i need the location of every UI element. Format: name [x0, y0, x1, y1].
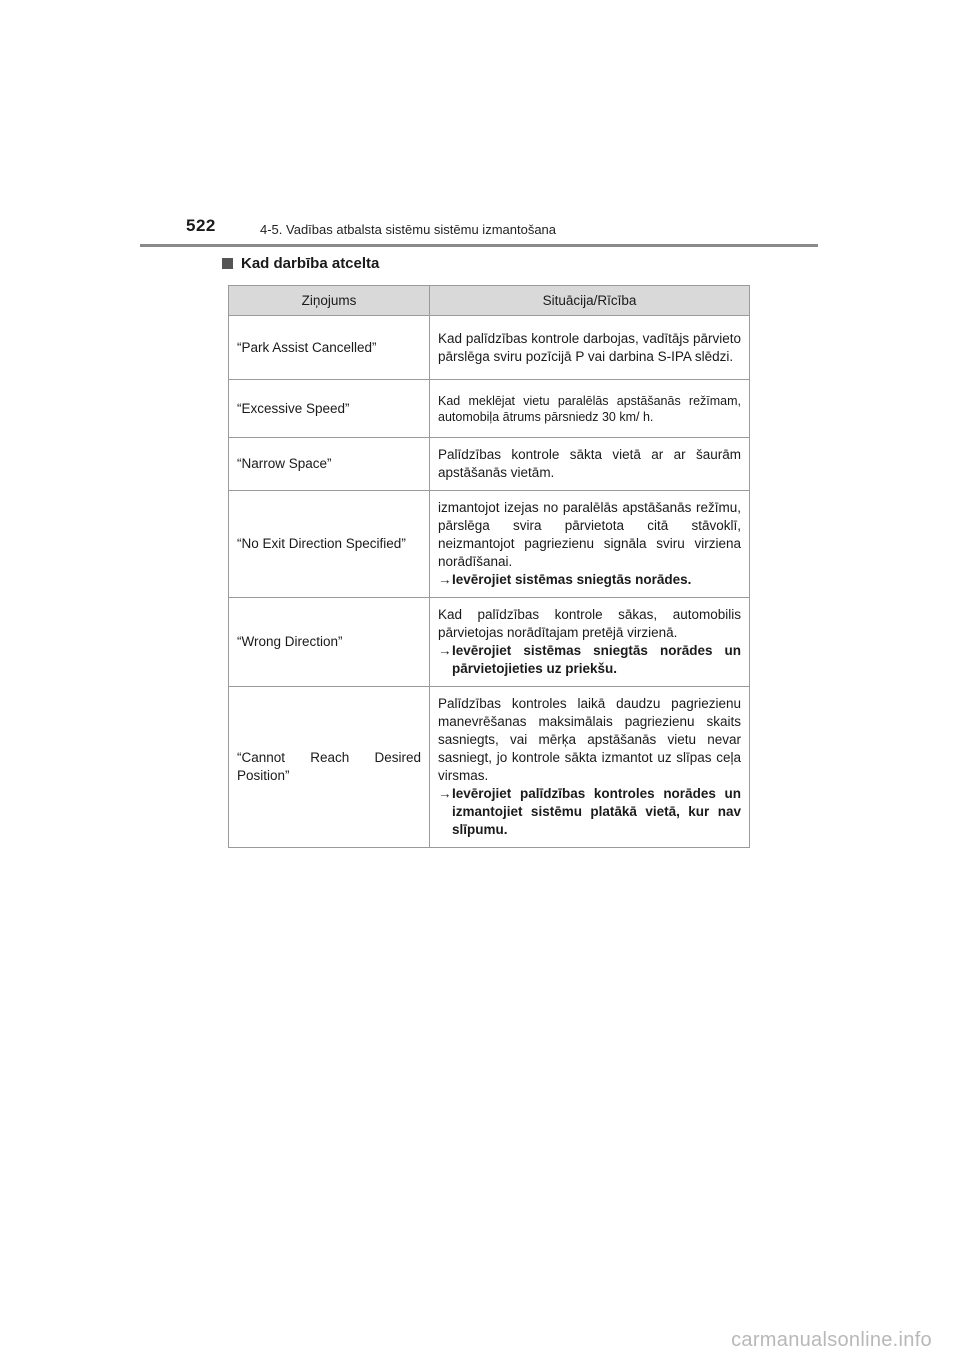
message-table	[228, 285, 750, 848]
watermark: carmanualsonline.info	[731, 1329, 932, 1351]
action-instruction	[438, 642, 741, 678]
message-cell: “Excessive Speed”	[229, 380, 430, 438]
square-icon	[222, 258, 233, 269]
situation-cell	[430, 438, 750, 491]
situation-text: Palīdzības kontroles laikā daudzu pagriezienu manevrēšanas maksimālais pagriezienu skaits sasniegts, vai mērķa apstāšanās vietu nevar sasniegt, jo kontrole sākta izmantot uz slīpas ceļa virsmas.	[438, 696, 741, 783]
situation-cell	[430, 380, 750, 438]
arrow-icon: →	[438, 643, 452, 658]
header-rule	[140, 244, 818, 247]
table-row	[229, 438, 750, 491]
column-header-message: Ziņojums	[229, 286, 430, 316]
subheading-text: Kad darbība atcelta	[241, 255, 380, 272]
action-text: Ievērojiet sistēmas sniegtās norādes un pārvietojieties uz priekšu.	[452, 643, 741, 676]
column-header-situation: Situācija/Rīcība	[430, 286, 750, 316]
subheading	[222, 255, 379, 272]
table-row	[229, 491, 750, 598]
situation-text: Kad meklējat vietu paralēlās apstāšanās režīmam, automobiļa ātrums pārsniedz 30 km/ h.	[438, 393, 741, 424]
table-row	[229, 380, 750, 438]
situation-text: Palīdzības kontrole sākta vietā ar ar šaurām apstāšanās vietām.	[438, 447, 741, 480]
action-instruction	[438, 785, 741, 839]
table-row	[229, 598, 750, 687]
message-cell: “No Exit Direction Specified”	[229, 491, 430, 598]
message-cell: “Park Assist Cancelled”	[229, 316, 430, 380]
situation-text: Kad palīdzības kontrole darbojas, vadītājs pārvieto pārslēga sviru pozīcijā P vai darbina S-IPA slēdzi.	[438, 330, 741, 364]
action-instruction	[438, 571, 741, 589]
arrow-icon: →	[438, 572, 452, 587]
message-cell: “Narrow Space”	[229, 438, 430, 491]
message-cell: “Cannot Reach Desired Position”	[229, 687, 430, 848]
situation-text: Kad palīdzības kontrole sākas, automobilis pārvietojas norādītajam pretējā virzienā.	[438, 607, 741, 640]
table-row	[229, 316, 750, 380]
page-number: 522	[186, 216, 216, 235]
table-row	[229, 687, 750, 848]
situation-cell	[430, 687, 750, 848]
action-text: Ievērojiet sistēmas sniegtās norādes.	[452, 572, 692, 587]
situation-cell	[430, 491, 750, 598]
situation-cell	[430, 598, 750, 687]
message-cell: “Wrong Direction”	[229, 598, 430, 687]
situation-text: izmantojot izejas no paralēlās apstāšanās režīmu, pārslēga svira pārvietota citā stāvoklī, neizmantojot pagriezienu signāla sviru virziena norādīšanai.	[438, 500, 741, 569]
section-header: 4-5. Vadības atbalsta sistēmu sistēmu izmantošana	[260, 222, 557, 237]
table-header-row	[229, 286, 750, 316]
situation-cell	[430, 316, 750, 380]
arrow-icon: →	[438, 786, 452, 801]
action-text: Ievērojiet palīdzības kontroles norādes un izmantojiet sistēmu platākā vietā, kur nav slīpumu.	[452, 786, 741, 837]
